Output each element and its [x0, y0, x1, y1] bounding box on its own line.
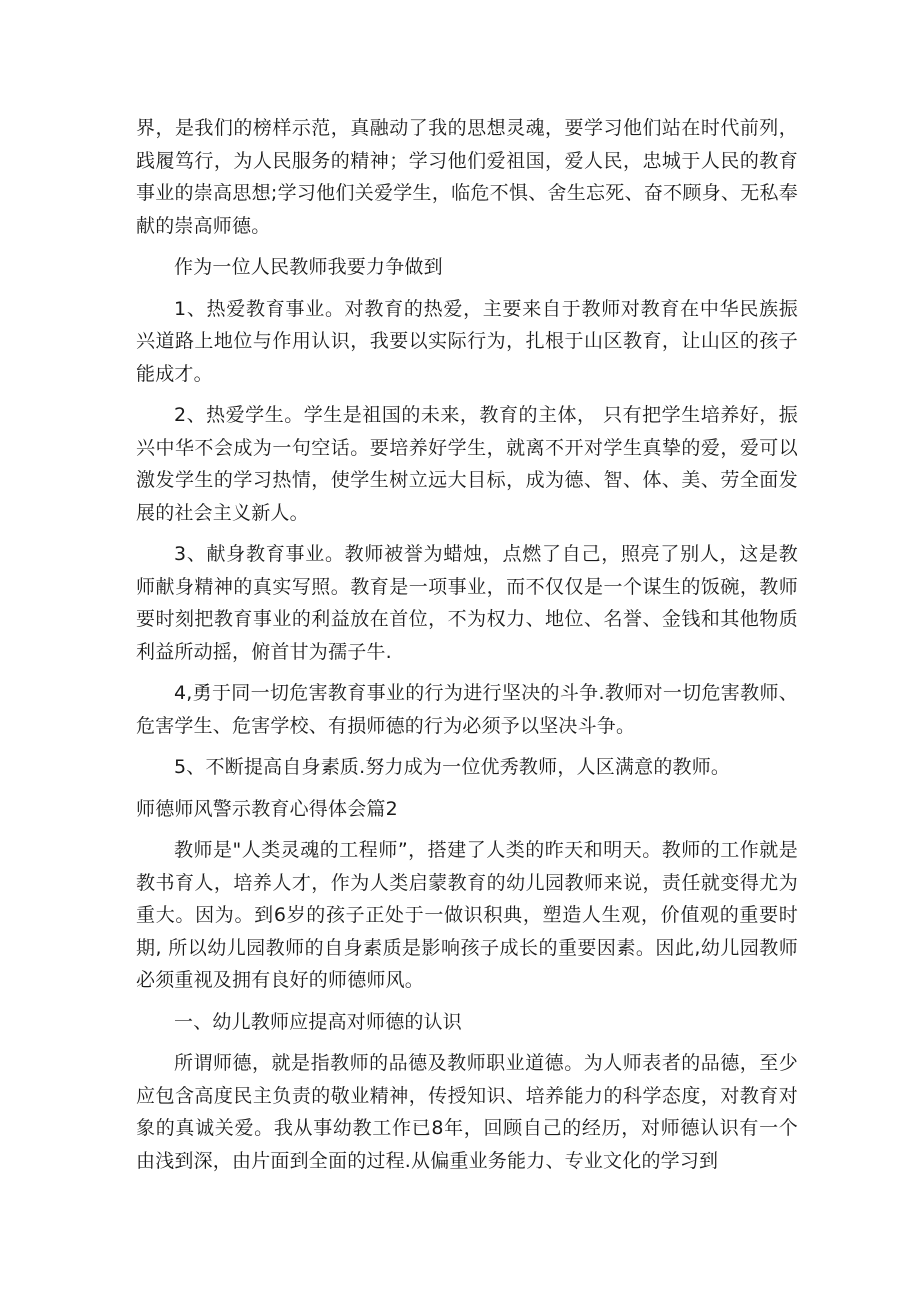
section-heading: 师德师风警示教育心得体会篇2: [136, 797, 398, 820]
list-item-2: 2、热爱学生。学生是祖国的未来，教育的主体， 只有把学生培养好，振兴中华不会成为一句空话。要培养好学生，就离不开对学生真挚的爱，爱可以激发学生的学习热情，使学生树立远大目标，成为德、智、体、美、劳全面发展的社会主义新人。: [136, 404, 798, 524]
body-paragraph: 界，是我们的榜样示范，真融动了我的思想灵魂，要学习他们站在时代前列，践履笃行，为人民服务的精神；学习他们爱祖国，爱人民，忠城于人民的教育事业的崇高思想;学习他们关爱学生，临危不惧、舍生忘死、奋不顾身、无私奉献的崇高师德。: [136, 117, 798, 237]
body-paragraph: 所谓师德，就是指教师的品德及教师职业道德。为人师表者的品德，至少应包含高度民主负责的敬业精神，传授知识、培养能力的科学态度，对教育对象的真诚关爱。我从事幼教工作已8年，回顾自己的经历，对师德认识有一个由浅到深，由片面到全面的过程.从偏重业务能力、专业文化的学习到: [136, 1052, 798, 1172]
body-paragraph: 作为一位人民教师我要力争做到: [174, 256, 443, 278]
list-item-4: 4,勇于同一切危害教育事业的行为进行坚决的斗争.教师对一切危害教师、危害学生、危害学校、有损师德的行为必须予以坚决斗争。: [136, 682, 798, 737]
body-paragraph: 教师是"人类灵魂的工程师”，搭建了人类的昨天和明天。教师的工作就是教书育人，培养人才，作为人类启蒙教育的幼儿园教师来说，责任就变得尤为重大。因为。到6岁的孩子正处于一做识积典，塑造人生观，价值观的重要时期, 所以幼儿园教师的自身素质是影响孩子成长的重要因素。因此,幼儿园教师必须重视及拥有良好的师德师风。: [136, 839, 798, 991]
list-item-5: 5、不断提高自身素质.努力成为一位优秀教师，人区满意的教师。: [174, 756, 731, 778]
subsection-heading: 一、幼儿教师应提高对师德的认识: [174, 1010, 463, 1033]
list-item-1: 1、热爱教育事业。对教育的热爱，主要来自于教师对教育在中华民族振兴道路上地位与作用认识，我要以实际行为，扎根于山区教育，让山区的孩子能成才。: [136, 297, 798, 385]
list-item-3: 3、献身教育事业。教师被誉为蜡烛，点燃了自己，照亮了别人，这是教师献身精神的真实写照。教育是一项事业，而不仅仅是一个谋生的饭碗，教师要时刻把教育事业的利益放在首位，不为权力、地位、名誉、金钱和其他物质利益所动摇，俯首甘为孺子牛.: [136, 543, 798, 663]
document-page: [136, 112, 798, 1177]
